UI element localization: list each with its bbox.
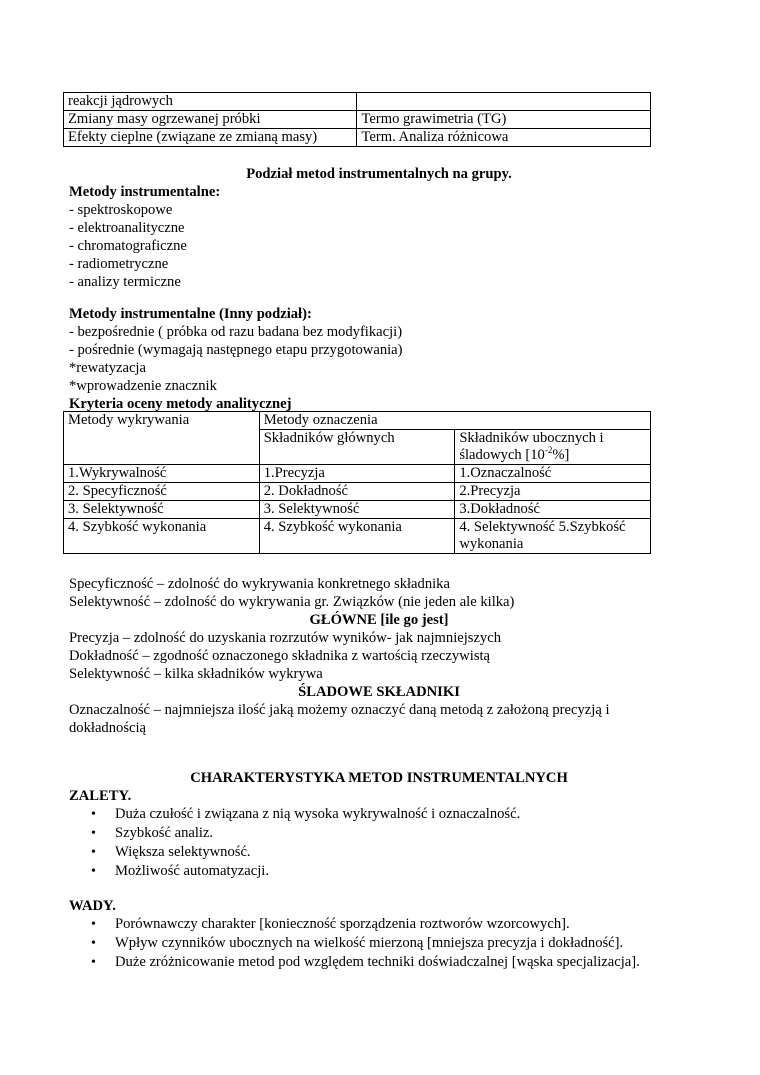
exponent: -2 — [544, 445, 553, 456]
table-cell: 2. Dokładność — [259, 483, 455, 501]
methods-other-block — [69, 305, 669, 413]
table-header-cell: Składników głównych — [259, 430, 455, 465]
subheading-glowne: GŁÓWNE [ile go jest] — [309, 612, 449, 628]
list-item: *wprowadzenie znacznik — [69, 378, 217, 394]
wady-list — [69, 915, 669, 972]
table-cell — [357, 93, 651, 111]
list-item: • Możliwość automatyzacji. — [69, 862, 669, 881]
wady-block — [69, 897, 669, 972]
criteria-heading: Kryteria oceny metody analitycznej — [69, 396, 292, 412]
list-item: - radiometryczne — [69, 256, 169, 272]
list-item: - chromatograficzne — [69, 238, 187, 254]
table-cell: Term. Analiza różnicowa — [357, 129, 651, 147]
top-table — [63, 92, 651, 147]
table-row — [64, 129, 651, 147]
table-cell: 4. Szybkość wykonania — [259, 519, 455, 554]
table-header-cell: Metody wykrywania — [64, 412, 260, 465]
table-cell: 1.Wykrywalność — [64, 465, 260, 483]
list-item: - elektroanalityczne — [69, 220, 185, 236]
table-header-cell — [455, 430, 651, 465]
definition-line: Oznaczalność – najmniejsza ilość jaką możemy oznaczyć daną metodą z założoną precyzją i — [69, 702, 610, 718]
definition-line: Precyzja – zdolność do uzyskania rozrzutów wyników- jak najmniejszych — [69, 630, 502, 646]
table-cell: reakcji jądrowych — [64, 93, 357, 111]
table-header-cell: Metody oznaczenia — [259, 412, 650, 430]
definition-line: Dokładność – zgodność oznaczonego składnika z wartością rzeczywistą — [69, 648, 491, 664]
definition-line: Selektywność – zdolność do wykrywania gr. Związków (nie jeden ale kilka) — [69, 594, 515, 610]
list-item: - bezpośrednie ( próbka od razu badana bez modyfikacji) — [69, 324, 403, 340]
table-header-row — [64, 412, 651, 430]
subheading-sladowe: ŚLADOWE SKŁADNIKI — [298, 684, 460, 700]
table-cell: Efekty cieplne (związane ze zmianą masy) — [64, 129, 357, 147]
list-item: - pośrednie (wymagają następnego etapu przygotowania) — [69, 342, 403, 358]
methods-heading: Metody instrumentalne: — [69, 184, 221, 200]
table-cell: Zmiany masy ogrzewanej próbki — [64, 111, 357, 129]
methods-list-block — [69, 183, 669, 291]
table-cell: 3.Dokładność — [455, 501, 651, 519]
list-item: - analizy termiczne — [69, 274, 181, 290]
zalety-heading: ZALETY. — [69, 788, 132, 804]
table-cell: 3. Selektywność — [64, 501, 260, 519]
table-cell: 4. Szybkość wykonania — [64, 519, 260, 554]
wady-heading: WADY. — [69, 898, 116, 914]
table-row — [64, 93, 651, 111]
table-cell: Termo grawimetria (TG) — [357, 111, 651, 129]
list-item: • Wpływ czynników ubocznych na wielkość mierzoną [mniejsza precyzja i dokładność]. — [69, 934, 669, 953]
list-item: • Duża czułość i związana z nią wysoka wykrywalność i oznaczalność. — [69, 805, 669, 824]
list-item: • Większa selektywność. — [69, 843, 669, 862]
definition-line: dokładnością — [69, 720, 147, 736]
table-cell: 3. Selektywność — [259, 501, 455, 519]
list-item: - spektroskopowe — [69, 202, 173, 218]
definition-line: Specyficzność – zdolność do wykrywania konkretnego składnika — [69, 576, 450, 592]
header-text: %] — [552, 447, 570, 463]
table-cell: 1.Precyzja — [259, 465, 455, 483]
table-row — [64, 483, 651, 501]
list-item: • Porównawczy charakter [konieczność sporządzenia roztworów wzorcowych]. — [69, 915, 669, 934]
section-title-charakterystyka: CHARAKTERYSTYKA METOD INSTRUMENTALNYCH — [190, 770, 568, 786]
list-item: • Szybkość analiz. — [69, 824, 669, 843]
table-row — [64, 111, 651, 129]
table-cell: 2. Specyficzność — [64, 483, 260, 501]
list-item: *rewatyzacja — [69, 360, 146, 376]
table-cell: 1.Oznaczalność — [455, 465, 651, 483]
definitions-block — [69, 575, 669, 737]
criteria-table — [63, 411, 651, 554]
list-item: • Duże zróżnicowanie metod pod względem techniki doświadczalnej [wąska specjalizacja]. — [69, 953, 669, 972]
table-cell: 2.Precyzja — [455, 483, 651, 501]
zalety-block — [69, 787, 669, 881]
zalety-list — [69, 805, 669, 881]
definition-line: Selektywność – kilka składników wykrywa — [69, 666, 323, 682]
table-row — [64, 501, 651, 519]
methods-other-heading: Metody instrumentalne (Inny podział): — [69, 306, 312, 322]
table-row — [64, 465, 651, 483]
header-text: Składników ubocznych i śladowych [10 — [459, 430, 604, 463]
table-cell: 4. Selektywność 5.Szybkość wykonania — [455, 519, 651, 554]
section-title-podzial: Podział metod instrumentalnych na grupy. — [246, 166, 512, 182]
table-row — [64, 519, 651, 554]
